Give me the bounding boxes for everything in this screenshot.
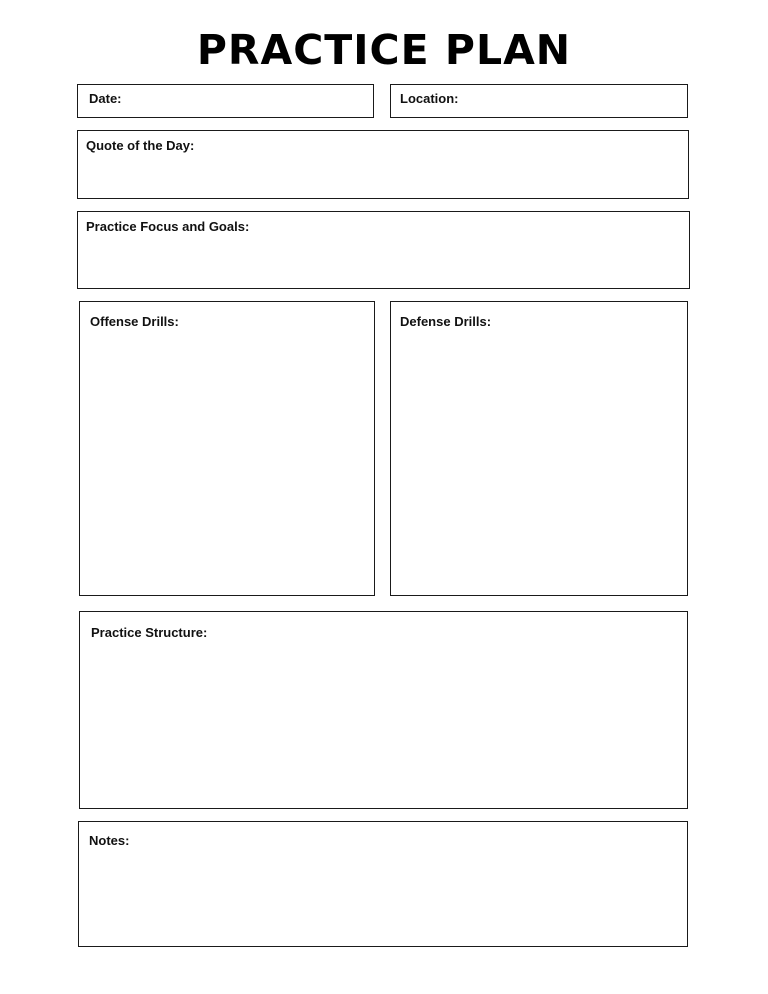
defense-drills-label: Defense Drills: [400,314,492,329]
practice-structure-field[interactable] [79,611,688,809]
date-label: Date: [89,91,122,106]
offense-drills-label: Offense Drills: [90,314,179,329]
defense-drills-field[interactable] [390,301,688,596]
notes-label: Notes: [89,833,130,848]
practice-structure-value[interactable] [80,646,687,808]
page-title: PRACTICE PLAN [196,26,572,74]
practice-structure-label: Practice Structure: [91,625,208,640]
defense-drills-value[interactable] [391,334,687,595]
date-value[interactable] [78,109,373,117]
quote-of-the-day-field[interactable] [77,130,689,199]
practice-focus-value[interactable] [78,238,689,288]
location-field[interactable] [390,84,688,118]
practice-focus-field[interactable] [77,211,690,289]
offense-drills-field[interactable] [79,301,375,596]
date-field[interactable] [77,84,374,118]
practice-focus-label: Practice Focus and Goals: [86,219,250,234]
location-value[interactable] [391,109,687,117]
quote-of-the-day-label: Quote of the Day: [86,138,195,153]
offense-drills-value[interactable] [80,334,374,595]
notes-field[interactable] [78,821,688,947]
notes-value[interactable] [79,854,687,946]
location-label: Location: [400,91,459,106]
quote-of-the-day-value[interactable] [78,157,688,198]
